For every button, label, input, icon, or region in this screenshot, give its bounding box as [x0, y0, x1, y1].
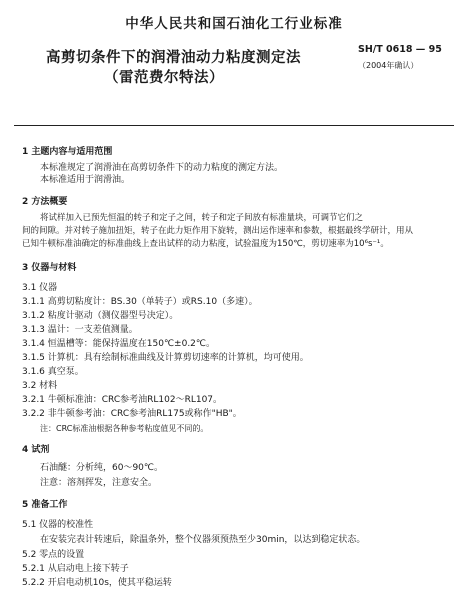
section-2-heading: 2 方法概要 — [22, 197, 68, 207]
standard-header: 中华人民共和国石油化工行业标准 — [125, 16, 343, 32]
reagent-item: 石油醚：分析纯，60～90℃。 — [40, 463, 164, 473]
document-title: 高剪切条件下的润滑油动力粘度测定法 — [46, 50, 301, 66]
materials-note: 注：CRC标准油根据各种参考粘度值见不同的。 — [40, 424, 209, 433]
section-5-heading: 5 准备工作 — [22, 500, 68, 510]
clause-5-1-paragraph: 在安装完表计转速后，除温条外，整个仪器须预热至少30min，以达到稳定状态。 — [40, 535, 366, 545]
clause-3-1-2: 3.1.2 粘度计驱动（测仪器型号决定）。 — [22, 311, 179, 321]
standard-confirmation-note: （2004年确认） — [358, 61, 419, 70]
section-1-paragraph: 本标准规定了润滑油在高剪切条件下的动力粘度的测定方法。 — [40, 163, 284, 173]
standard-number: SH/T 0618 — 95 — [358, 44, 442, 55]
clause-3-2-1: 3.2.1 牛顿标准油：CRC参考油RL102～RL107。 — [22, 395, 223, 405]
header-divider — [14, 125, 454, 126]
clause-3-2: 3.2 材料 — [22, 381, 58, 391]
section-4-heading: 4 试剂 — [22, 445, 50, 455]
section-3-heading: 3 仪器与材料 — [22, 263, 77, 273]
section-2-paragraph: 间的间隙。并对转子施加扭矩，转子在此力矩作用下旋转，测出运作速率和参数，根据最终学研计，用从 — [22, 226, 414, 236]
section-1-heading: 1 主题内容与适用范围 — [22, 147, 113, 157]
clause-5-2-1: 5.2.1 从启动电上接下转子 — [22, 564, 129, 574]
clause-3-1-6: 3.1.6 真空泵。 — [22, 367, 84, 377]
document-subtitle: （雷范费尔特法） — [104, 70, 224, 86]
clause-5-1: 5.1 仪器的校准性 — [22, 520, 94, 530]
section-2-paragraph: 将试样加入已预先恒温的转子和定子之间，转子和定子间放有标准量块，可调节它们之 — [40, 213, 364, 223]
clause-5-2-2: 5.2.2 开启电动机10s，使其平稳运转 — [22, 578, 172, 588]
section-2-paragraph: 已知牛顿标准油确定的标准曲线上查出试样的动力粘度，试验温度为150℃，剪切速率为10⁶s⁻¹。 — [22, 239, 389, 249]
clause-3-1: 3.1 仪器 — [22, 283, 58, 293]
clause-3-1-1: 3.1.1 高剪切粘度计：BS.30（单转子）或RS.10（多速）。 — [22, 297, 258, 307]
clause-3-1-4: 3.1.4 恒温槽等：能保持温度在150℃±0.2℃。 — [22, 339, 216, 349]
reagent-caution: 注意：溶剂挥发，注意安全。 — [40, 478, 158, 488]
clause-3-2-2: 3.2.2 非牛顿参考油：CRC参考油RL175或称作"HB"。 — [22, 409, 242, 419]
clause-3-1-5: 3.1.5 计算机：具有绘制标准曲线及计算剪切速率的计算机，均可使用。 — [22, 353, 309, 363]
clause-3-1-3: 3.1.3 温计：一支差值测量。 — [22, 325, 138, 335]
clause-5-2: 5.2 零点的设置 — [22, 550, 85, 560]
section-1-paragraph: 本标准适用于润滑油。 — [40, 175, 131, 185]
